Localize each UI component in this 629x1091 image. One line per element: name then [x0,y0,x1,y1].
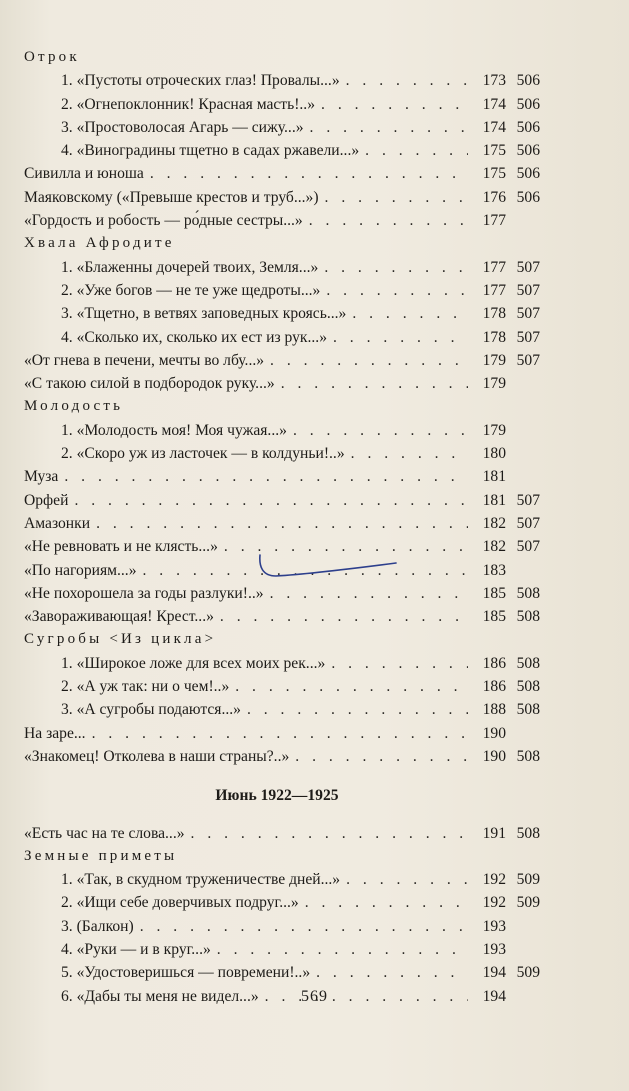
dot-leader [275,372,468,395]
dot-leader [327,326,468,349]
text-page-number: 181 [482,491,506,509]
dot-leader [315,93,468,116]
notes-page-number: 506 [516,142,540,160]
text-page-number: 175 [482,142,506,160]
text-page-number: 178 [482,305,506,323]
toc-entry [24,698,540,721]
notes-page-number: 508 [516,824,540,842]
dot-leader [264,349,468,372]
text-page-number: 177 [482,212,506,230]
text-page-number: 173 [482,72,506,90]
notes-page-number: 506 [516,118,540,136]
toc-entry [24,326,540,349]
entry-title: «Не похорошела за годы разлуки!..» [24,584,264,602]
text-page-number: 190 [482,747,506,765]
entry-title: «Есть час на те слова...» [24,824,185,842]
entry-title: «Гордость и робость — ро́дные сестры...» [24,212,303,230]
notes-page-number: 508 [516,747,540,765]
entry-title: 4. «Сколько их, сколько их ест из рук...» [61,328,327,346]
toc-entry [24,93,540,116]
section-heading: Молодость [24,398,124,415]
notes-page-number: 506 [516,165,540,183]
dot-leader [340,69,468,92]
dot-leader [229,675,468,698]
dot-leader [319,186,468,209]
toc-entry [24,419,540,442]
entry-title: 2. «А уж так: ни о чем!..» [61,678,230,696]
dot-leader [318,256,468,279]
dot-leader [303,209,468,232]
toc-entry [24,868,540,891]
entry-title: Амазонки [24,514,91,532]
text-page-number: 185 [482,608,506,626]
entry-title: «Знакомец! Отколева в наши страны?..» [24,747,290,765]
toc-entry [24,279,540,302]
notes-page-number: 506 [516,95,540,113]
dot-leader [58,465,468,488]
dot-leader [320,279,468,302]
toc-entry [24,302,540,325]
entry-title: 1. «Широкое ложе для всех моих рек...» [61,654,326,672]
entry-title: Сивилла и юноша [24,165,144,183]
notes-page-number: 507 [516,328,540,346]
entry-title: Орфей [24,491,69,509]
text-page-number: 183 [482,561,506,579]
entry-title: «Завораживающая! Крест...» [24,608,214,626]
notes-page-number: 507 [516,491,540,509]
entry-title: На заре... [24,724,86,742]
notes-page-number: 507 [516,258,540,276]
toc-entry [24,512,540,535]
toc-entry [24,915,540,938]
dot-leader [211,938,468,961]
dot-leader [359,139,468,162]
text-page-number: 190 [482,724,506,742]
toc-entry [24,605,540,628]
toc-entry [24,372,540,395]
text-page-number: 194 [482,987,506,1005]
text-page-number: 192 [482,871,506,889]
notes-page-number: 509 [516,894,540,912]
entry-title: «По нагориям...» [24,561,137,579]
notes-page-number: 507 [516,538,540,556]
notes-page-number: 507 [516,351,540,369]
dot-leader [345,442,468,465]
dot-leader [346,302,468,325]
text-page-number: 176 [482,188,506,206]
entry-title: 4. «Виноградины тщетно в садах ржавели...» [61,142,360,160]
notes-page-number: 507 [516,514,540,532]
notes-page-number: 508 [516,654,540,672]
entry-title: 3. (Балкон) [61,917,134,935]
entry-title: 3. «А сугробы подаются...» [61,701,241,719]
text-page-number: 186 [482,678,506,696]
text-page-number: 175 [482,165,506,183]
text-page-number: 179 [482,421,506,439]
entry-title: «Не ревновать и не клясть...» [24,538,218,556]
toc-entry [24,116,540,139]
section-heading: Отрок [24,49,80,65]
toc-entry [24,465,540,488]
text-page-number: 174 [482,118,506,136]
toc-entry [24,186,540,209]
text-page-number: 191 [482,824,506,842]
entry-title: 1. «Молодость моя! Моя чужая...» [61,421,287,439]
page-number: 569 [301,988,328,1005]
text-page-number: 179 [482,351,506,369]
notes-page-number: 509 [516,964,540,982]
notes-page-number: 507 [516,281,540,299]
entry-title: «С такою силой в подбородок руку...» [24,375,275,393]
text-page-number: 181 [482,468,506,486]
dot-leader [241,698,468,721]
text-page-number: 188 [482,701,506,719]
table-of-contents [24,46,540,1008]
entry-title: 2. «Огнепоклонник! Красная масть!..» [61,95,316,113]
toc-entry [24,938,540,961]
dot-leader [90,512,468,535]
notes-page-number: 509 [516,871,540,889]
toc-entry [24,442,540,465]
dot-leader [289,745,468,768]
period-heading: Июнь 1922—1925 [215,787,339,805]
toc-entry [24,891,540,914]
pen-annotation-mark [250,552,400,586]
entry-title: 2. «Скоро уж из ласточек — в колдуньи!..» [61,445,345,463]
notes-page-number: 506 [516,188,540,206]
dot-leader [287,419,468,442]
entry-title: Муза [24,468,59,486]
text-page-number: 192 [482,894,506,912]
notes-page-number: 507 [516,305,540,323]
toc-entry [24,489,540,512]
text-page-number: 178 [482,328,506,346]
text-page-number: 177 [482,258,506,276]
text-page-number: 174 [482,95,506,113]
text-page-number: 182 [482,538,506,556]
dot-leader [86,722,468,745]
text-page-number: 180 [482,445,506,463]
dot-leader [304,116,468,139]
text-page-number: 185 [482,584,506,602]
section-heading: Земные приметы [24,847,178,864]
toc-entry [24,209,540,232]
entry-title: «От гнева в печени, мечты во лбу...» [24,351,265,369]
entry-title: 1. «Так, в скудном труженичестве дней...» [61,871,341,889]
toc-entry [24,822,540,845]
entry-title: 4. «Руки — и в круг...» [61,940,211,958]
dot-leader [144,162,468,185]
entry-title: 3. «Тщетно, в ветвях заповедных кроясь...» [61,305,347,323]
toc-entry [24,745,540,768]
dot-leader [214,605,468,628]
entry-title: 1. «Пустоты отроческих глаз! Провалы...» [61,72,340,90]
notes-page-number: 506 [516,72,540,90]
notes-page-number: 508 [516,584,540,602]
notes-page-number: 508 [516,678,540,696]
entry-title: 3. «Простоволосая Агарь — сижу...» [61,118,304,136]
text-page-number: 179 [482,375,506,393]
entry-title: 5. «Удостоверишься — повремени!..» [61,964,311,982]
dot-leader [325,652,468,675]
toc-entry [24,675,540,698]
text-page-number: 193 [482,917,506,935]
text-page-number: 182 [482,514,506,532]
dot-leader [185,822,468,845]
toc-entry [24,69,540,92]
dot-leader [310,961,468,984]
entry-title: 6. «Дабы ты меня не видел...» [61,987,259,1005]
dot-leader [299,891,468,914]
toc-entry [24,256,540,279]
toc-entry [24,139,540,162]
text-page-number: 177 [482,281,506,299]
entry-title: 2. «Уже богов — не те уже щедроты...» [61,281,321,299]
dot-leader [340,868,468,891]
notes-page-number: 508 [516,701,540,719]
entry-title: Маяковскому («Превыше крестов и труб...») [24,188,319,206]
entry-title: 1. «Блаженны дочерей твоих, Земля...» [61,258,319,276]
dot-leader [68,489,468,512]
toc-entry [24,722,540,745]
toc-entry [24,349,540,372]
toc-entry [24,652,540,675]
section-heading: Сугробы <Из цикла> [24,631,217,648]
toc-entry [24,961,540,984]
dot-leader [134,915,468,938]
notes-page-number: 508 [516,608,540,626]
text-page-number: 193 [482,940,506,958]
toc-entry [24,162,540,185]
text-page-number: 194 [482,964,506,982]
entry-title: 2. «Ищи себе доверчивых подруг...» [61,894,299,912]
text-page-number: 186 [482,654,506,672]
section-heading: Хвала Афродите [24,235,175,252]
